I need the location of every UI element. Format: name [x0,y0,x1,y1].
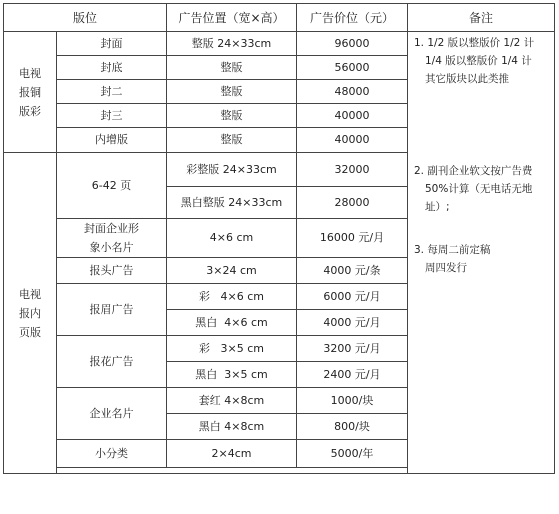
ad-rate-table [3,3,555,474]
price-cell: 5000/年 [297,440,408,468]
price-cell: 56000 [297,56,408,80]
note-3: 3. 每周二前定稿 周四发行 [414,244,491,274]
header-size: 广告位置（宽×高） [167,4,297,32]
group-label-color: 电视 报铜 版彩 [4,32,57,153]
position-cell: 小分类 [57,440,167,468]
position-cell: 6-42 页 [57,153,167,219]
position-cell: 封三 [57,104,167,128]
price-cell: 28000 [297,187,408,219]
header-notes: 备注 [408,4,555,32]
table-row [4,32,555,56]
position-cell: 报花广告 [57,336,167,388]
size-cell: 4×6 cm [167,219,297,258]
position-cell: 企业名片 [57,388,167,440]
price-cell: 3200 元/月 [297,336,408,362]
header-row [4,4,555,32]
size-cell: 黑白 4×8cm [167,414,297,440]
price-cell: 16000 元/月 [297,219,408,258]
size-cell: 彩 4×6 cm [167,284,297,310]
price-cell: 2400 元/月 [297,362,408,388]
price-cell: 4000 元/月 [297,310,408,336]
position-cell: 报头广告 [57,258,167,284]
price-cell: 96000 [297,32,408,56]
position-cell: 报眉广告 [57,284,167,336]
header-price: 广告价位（元） [297,4,408,32]
size-cell: 整版 24×33cm [167,32,297,56]
position-cell: 封面企业形 象小名片 [57,219,167,258]
position-cell: 封面 [57,32,167,56]
price-cell: 32000 [297,153,408,187]
size-cell: 2×4cm [167,440,297,468]
price-cell: 1000/块 [297,388,408,414]
price-cell: 6000 元/月 [297,284,408,310]
size-cell: 彩整版 24×33cm [167,153,297,187]
position-cell: 内增版 [57,128,167,153]
size-cell: 整版 [167,104,297,128]
header-section: 版位 [4,4,167,32]
size-cell: 黑白整版 24×33cm [167,187,297,219]
note-2: 2. 副刊企业软文按广告费 50%计算（无电话无地 址）; [414,165,533,213]
price-cell: 4000 元/条 [297,258,408,284]
position-cell: 封二 [57,80,167,104]
size-cell: 黑白 4×6 cm [167,310,297,336]
size-cell: 整版 [167,80,297,104]
size-cell: 黑白 3×5 cm [167,362,297,388]
note-1: 1. 1/2 版以整版价 1/2 计 1/4 版以整版价 1/4 计 其它版块以此类推 [414,37,535,85]
price-cell: 40000 [297,128,408,153]
notes-cell [408,32,555,474]
size-cell: 整版 [167,56,297,80]
size-cell: 整版 [167,128,297,153]
group-label-inner: 电视 报内 页版 [4,153,57,474]
price-cell: 48000 [297,80,408,104]
position-cell: 封底 [57,56,167,80]
size-cell: 套红 4×8cm [167,388,297,414]
spacer-cell [57,468,408,474]
price-cell: 40000 [297,104,408,128]
size-cell: 彩 3×5 cm [167,336,297,362]
size-cell: 3×24 cm [167,258,297,284]
price-cell: 800/块 [297,414,408,440]
